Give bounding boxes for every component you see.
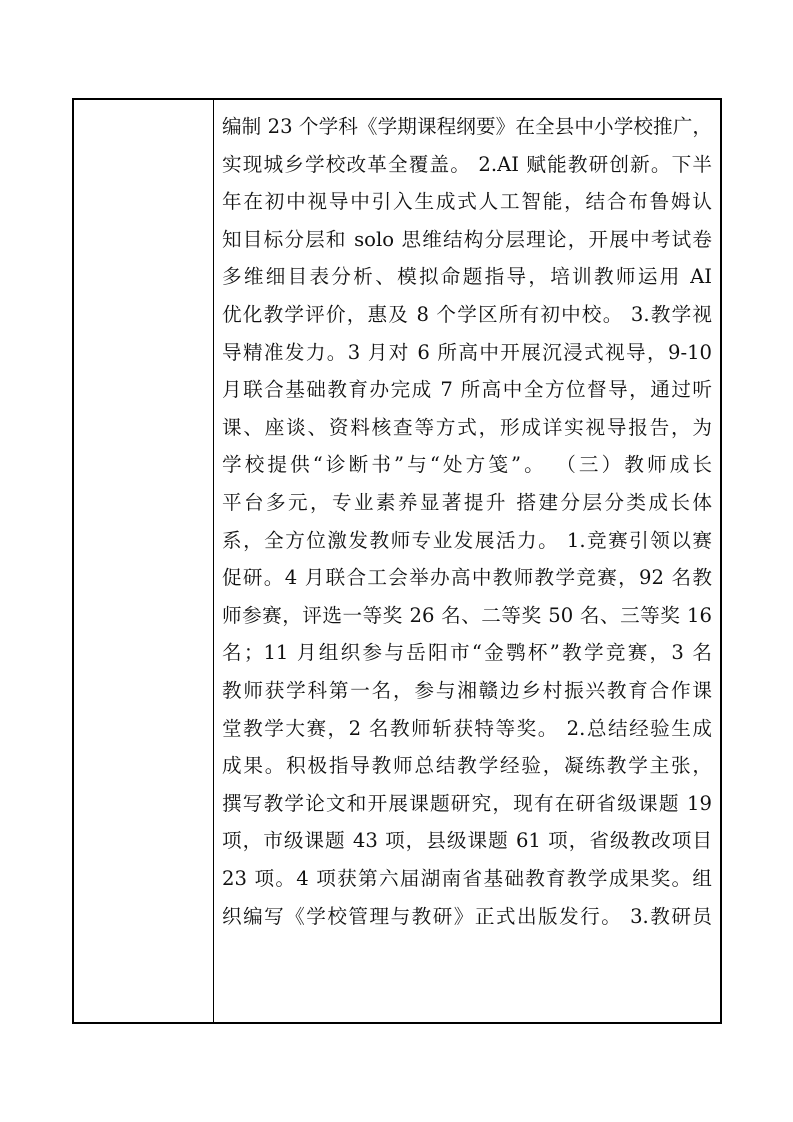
document-table [72, 98, 722, 1024]
text-line: 编制 23 个学科《学期课程纲要》在全县中小学校推广， [222, 115, 712, 138]
table-content-cell [214, 100, 720, 1022]
text-line: 实现城乡学校改革全覆盖。 2.AI 赋能教研创新。下半 [222, 152, 712, 176]
text-line: 多维细目表分析、模拟命题指导，培训教师运用 AI [222, 265, 712, 289]
text-line: 月联合基础教育办完成 7 所高中全方位督导，通过听 [222, 378, 712, 402]
text-line: 成果。积极指导教师总结教学经验，凝练教学主张， [222, 754, 712, 778]
text-line: 导精准发力。3 月对 6 所高中开展沉浸式视导，9-10 [222, 340, 712, 364]
text-line: 织编写《学校管理与教研》正式出版发行。 3.教研员 [222, 904, 712, 928]
text-line: 学校提供“诊断书”与“处方笺”。 （三）教师成长 [222, 453, 712, 477]
text-line: 课、座谈、资料核查等方式，形成详实视导报告，为 [222, 415, 712, 439]
text-line: 年在初中视导中引入生成式人工智能，结合布鲁姆认 [222, 190, 712, 214]
text-line: 师参赛，评选一等奖 26 名、二等奖 50 名、三等奖 16 [222, 603, 712, 627]
text-line: 平台多元，专业素养显著提升 搭建分层分类成长体 [222, 491, 712, 514]
text-line: 名；11 月组织参与岳阳市“金鹗杯”教学竞赛，3 名 [222, 641, 712, 665]
text-line: 知目标分层和 solo 思维结构分层理论，开展中考试卷 [222, 227, 712, 251]
text-line: 优化教学评价，惠及 8 个学区所有初中校。 3.教学视 [222, 303, 712, 326]
text-line: 项，市级课题 43 项，县级课题 61 项，省级教改项目 [222, 829, 712, 853]
text-line: 系，全方位激发教师专业发展活力。 1.竞赛引领以赛 [222, 528, 712, 552]
table-label-cell [74, 100, 214, 1022]
text-line: 撰写教学论文和开展课题研究，现有在研省级课题 19 [222, 791, 712, 815]
text-line: 23 项。4 项获第六届湖南省基础教育教学成果奖。组 [222, 867, 712, 890]
text-line: 教师获学科第一名，参与湘赣边乡村振兴教育合作课 [222, 679, 712, 702]
text-line: 堂教学大赛，2 名教师斩获特等奖。 2.总结经验生成 [222, 716, 712, 740]
text-line: 促研。4 月联合工会举办高中教师教学竞赛，92 名教 [222, 566, 712, 590]
